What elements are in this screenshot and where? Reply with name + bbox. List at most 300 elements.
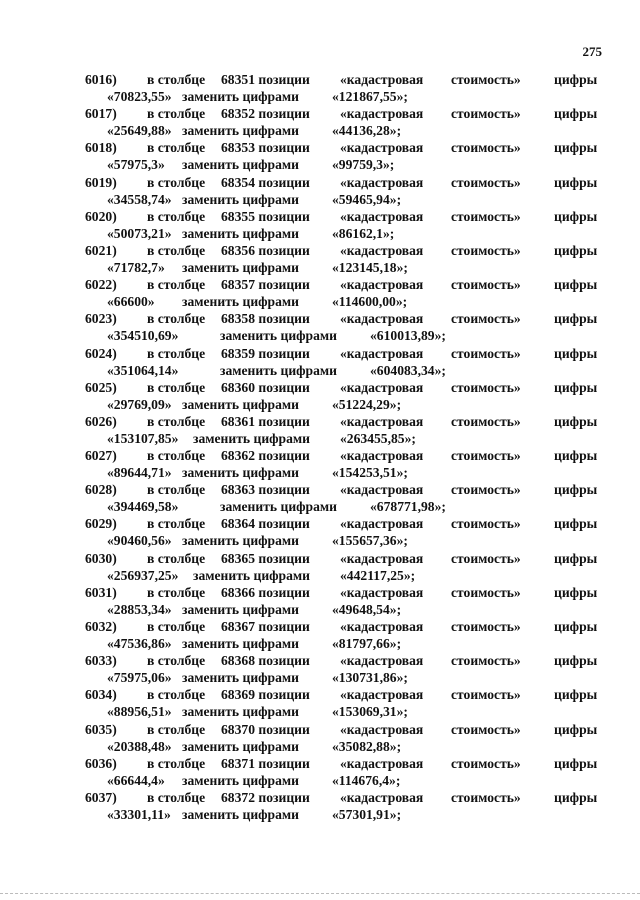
cadastral-word: «кадастровая [340,789,424,805]
new-value: «99759,3»; [332,157,395,173]
cadastral-word: «кадастровая [340,140,424,156]
replace-phrase: заменить цифрами [182,123,300,139]
digits-word: цифры [554,413,598,429]
value-word: стоимость» [451,482,521,498]
cadastral-word: «кадастровая [340,721,424,737]
amendment-item [0,756,640,790]
old-value: «33301,11» [107,806,171,822]
amendment-item [0,175,640,209]
position-code [221,687,310,703]
position-number: 68370 [221,721,255,737]
amendment-line-2 [0,739,640,756]
cadastral-word: «кадастровая [340,106,424,122]
amendment-line-1 [0,175,640,192]
position-word: позиции [258,755,310,771]
amendment-line-2 [0,431,640,448]
position-code [221,551,310,567]
old-value: «66600» [107,294,155,310]
digits-word: цифры [554,106,598,122]
position-code [221,277,310,293]
new-value: «604083,34»; [370,362,446,378]
amendment-item [0,414,640,448]
old-value: «28853,34» [107,601,172,617]
position-number: 68364 [221,516,255,532]
cadastral-word: «кадастровая [340,755,424,771]
replace-phrase: заменить цифрами [182,670,300,686]
position-number: 68369 [221,687,255,703]
replace-phrase: заменить цифрами [182,191,300,207]
position-word: позиции [258,584,310,600]
digits-word: цифры [554,379,598,395]
value-word: стоимость» [451,584,521,600]
amendment-item [0,140,640,174]
value-word: стоимость» [451,140,521,156]
column-word: в столбце [147,140,206,156]
value-word: стоимость» [451,72,521,87]
digits-word: цифры [554,345,598,361]
item-number: 6031) [85,584,117,600]
item-number: 6019) [85,174,117,190]
position-code [221,619,310,635]
amendment-line-2 [0,294,640,311]
digits-word: цифры [554,721,598,737]
item-number: 6032) [85,619,117,634]
amendment-line-1 [0,756,640,773]
cadastral-word: «кадастровая [340,448,424,464]
cadastral-word: «кадастровая [340,72,424,87]
cadastral-word: «кадастровая [340,687,424,703]
column-word: в столбце [147,550,206,566]
position-word: позиции [258,687,310,703]
value-word: стоимость» [451,550,521,566]
new-value: «155657,36»; [332,533,408,549]
position-word: позиции [258,550,310,566]
old-value: «394469,58» [107,499,179,515]
amendment-line-1 [0,140,640,157]
amendment-item [0,790,640,824]
old-value: «70823,55» [107,89,172,104]
value-word: стоимость» [451,174,521,190]
footer-divider [0,893,640,894]
amendment-item [0,722,640,756]
column-word: в столбце [147,413,206,429]
old-value: «75975,06» [107,670,172,686]
position-number: 68355 [221,208,255,224]
replace-phrase: заменить цифрами [182,465,300,481]
replace-phrase: заменить цифрами [182,396,300,412]
amendment-line-2 [0,89,640,106]
cadastral-word: «кадастровая [340,653,424,669]
amendment-line-1 [0,414,640,431]
amendment-line-1 [0,585,640,602]
item-number: 6037) [85,789,117,805]
item-number: 6030) [85,550,117,566]
new-value: «59465,94»; [332,191,402,207]
position-number: 68368 [221,653,255,669]
position-word: позиции [258,174,310,190]
cadastral-word: «кадастровая [340,482,424,498]
value-word: стоимость» [451,448,521,464]
new-value: «263455,85»; [340,430,416,446]
cadastral-word: «кадастровая [340,379,424,395]
new-value: «154253,51»; [332,465,408,481]
value-word: стоимость» [451,789,521,805]
replace-phrase: заменить цифрами [182,738,300,754]
cadastral-word: «кадастровая [340,208,424,224]
replace-phrase: заменить цифрами [182,772,300,788]
item-number: 6035) [85,721,117,737]
digits-word: цифры [554,208,598,224]
old-value: «90460,56» [107,533,172,549]
amendment-item [0,346,640,380]
new-value: «51224,29»; [332,396,402,412]
replace-phrase: заменить цифрами [182,533,300,549]
amendment-line-2 [0,397,640,414]
position-code [221,140,310,156]
amendment-item [0,209,640,243]
position-word: позиции [258,345,310,361]
position-word: позиции [258,413,310,429]
amendment-item [0,551,640,585]
new-value: «442117,25»; [340,567,416,583]
position-word: позиции [258,516,310,532]
amendment-line-1 [0,551,640,568]
cadastral-word: «кадастровая [340,550,424,566]
old-value: «34558,74» [107,191,172,207]
cadastral-word: «кадастровая [340,413,424,429]
new-value: «114600,00»; [332,294,408,310]
replace-phrase: заменить цифрами [220,328,338,344]
value-word: стоимость» [451,413,521,429]
amendment-line-2 [0,192,640,209]
amendment-line-2 [0,533,640,550]
digits-word: цифры [554,311,598,327]
column-word: в столбце [147,174,206,190]
digits-word: цифры [554,687,598,703]
value-word: стоимость» [451,345,521,361]
digits-word: цифры [554,482,598,498]
column-word: в столбце [147,208,206,224]
column-word: в столбце [147,619,206,634]
value-word: стоимость» [451,687,521,703]
position-number: 68359 [221,345,255,361]
cadastral-word: «кадастровая [340,277,424,293]
position-code [221,311,310,327]
amendment-line-2 [0,704,640,721]
value-word: стоимость» [451,106,521,122]
position-number: 68356 [221,242,255,258]
column-word: в столбце [147,311,206,327]
column-word: в столбце [147,448,206,464]
position-word: позиции [258,789,310,805]
new-value: «86162,1»; [332,225,395,241]
position-code [221,72,310,88]
old-value: «256937,25» [107,567,179,583]
value-word: стоимость» [451,242,521,258]
value-word: стоимость» [451,379,521,395]
position-code [221,653,310,669]
amendment-line-1 [0,516,640,533]
cadastral-word: «кадастровая [340,242,424,258]
replace-phrase: заменить цифрами [193,430,311,446]
value-word: стоимость» [451,277,521,293]
position-number: 68351 [221,72,255,87]
new-value: «81797,66»; [332,636,402,651]
position-number: 68358 [221,311,255,327]
amendment-line-1 [0,311,640,328]
position-word: позиции [258,242,310,258]
amendment-line-2 [0,602,640,619]
amendment-item [0,311,640,345]
position-word: позиции [258,106,310,122]
cadastral-word: «кадастровая [340,345,424,361]
amendment-line-1 [0,482,640,499]
replace-phrase: заменить цифрами [220,362,338,378]
replace-phrase: заменить цифрами [182,259,300,275]
value-word: стоимость» [451,208,521,224]
replace-phrase: заменить цифрами [182,294,300,310]
digits-word: цифры [554,789,598,805]
amendment-line-2 [0,260,640,277]
position-word: позиции [258,140,310,156]
amendment-item [0,448,640,482]
replace-phrase: заменить цифрами [182,636,300,651]
item-number: 6020) [85,208,117,224]
position-number: 68363 [221,482,255,498]
position-word: позиции [258,72,310,87]
position-code [221,482,310,498]
amendment-line-2 [0,363,640,380]
position-number: 68353 [221,140,255,156]
replace-phrase: заменить цифрами [182,89,300,104]
amendment-line-1 [0,380,640,397]
position-word: позиции [258,721,310,737]
amendment-line-1 [0,346,640,363]
amendment-line-1 [0,722,640,739]
new-value: «49648,54»; [332,601,402,617]
new-value: «114676,4»; [332,772,401,788]
position-code [221,106,310,122]
amendment-line-2 [0,807,640,824]
position-word: позиции [258,448,310,464]
position-code [221,175,310,191]
amendment-line-1 [0,653,640,670]
digits-word: цифры [554,584,598,600]
old-value: «354510,69» [107,328,179,344]
cadastral-word: «кадастровая [340,584,424,600]
position-number: 68361 [221,413,255,429]
old-value: «50073,21» [107,225,172,241]
value-word: стоимость» [451,653,521,669]
position-code [221,516,310,532]
amendment-line-1 [0,243,640,260]
digits-word: цифры [554,72,598,87]
amendment-list [0,72,640,824]
position-number: 68366 [221,584,255,600]
item-number: 6017) [85,106,117,122]
column-word: в столбце [147,516,206,532]
item-number: 6026) [85,413,117,429]
position-code [221,414,310,430]
digits-word: цифры [554,653,598,669]
position-code [221,243,310,259]
value-word: стоимость» [451,755,521,771]
new-value: «35082,88»; [332,738,402,754]
item-number: 6023) [85,311,117,327]
position-number: 68354 [221,174,255,190]
column-word: в столбце [147,242,206,258]
old-value: «153107,85» [107,430,179,446]
value-word: стоимость» [451,311,521,327]
amendment-item [0,585,640,619]
item-number: 6018) [85,140,117,156]
item-number: 6036) [85,755,117,771]
amendment-line-1 [0,619,640,636]
item-number: 6021) [85,242,117,258]
old-value: «351064,14» [107,362,179,378]
amendment-line-2 [0,568,640,585]
position-number: 68357 [221,277,255,293]
new-value: «123145,18»; [332,259,408,275]
position-word: позиции [258,208,310,224]
amendment-item [0,380,640,414]
new-value: «130731,86»; [332,670,408,686]
position-number: 68365 [221,550,255,566]
amendment-line-1 [0,209,640,226]
digits-word: цифры [554,550,598,566]
cadastral-word: «кадастровая [340,174,424,190]
amendment-line-2 [0,670,640,687]
item-number: 6016) [85,72,117,87]
column-word: в столбце [147,755,206,771]
position-code [221,585,310,601]
amendment-line-1 [0,277,640,294]
digits-word: цифры [554,174,598,190]
amendment-line-2 [0,328,640,345]
amendment-item [0,72,640,106]
replace-phrase: заменить цифрами [182,601,300,617]
amendment-line-1 [0,72,640,89]
amendment-item [0,277,640,311]
amendment-item [0,106,640,140]
old-value: «71782,7» [107,259,165,275]
cadastral-word: «кадастровая [340,516,424,532]
amendment-line-2 [0,465,640,482]
item-number: 6024) [85,345,117,361]
old-value: «66644,4» [107,772,165,788]
new-value: «57301,91»; [332,806,402,822]
cadastral-word: «кадастровая [340,619,424,634]
position-code [221,722,310,738]
amendment-line-2 [0,636,640,653]
position-number: 68367 [221,619,255,634]
old-value: «88956,51» [107,704,172,720]
replace-phrase: заменить цифрами [193,567,311,583]
digits-word: цифры [554,277,598,293]
column-word: в столбце [147,687,206,703]
value-word: стоимость» [451,516,521,532]
position-number: 68372 [221,789,255,805]
new-value: «610013,89»; [370,328,446,344]
amendment-item [0,516,640,550]
item-number: 6022) [85,277,117,293]
position-code [221,209,310,225]
column-word: в столбце [147,345,206,361]
position-number: 68362 [221,448,255,464]
item-number: 6027) [85,448,117,464]
digits-word: цифры [554,516,598,532]
amendment-line-1 [0,790,640,807]
amendment-line-1 [0,687,640,704]
amendment-line-2 [0,157,640,174]
position-code [221,346,310,362]
column-word: в столбце [147,789,206,805]
old-value: «20388,48» [107,738,172,754]
column-word: в столбце [147,653,206,669]
column-word: в столбце [147,721,206,737]
new-value: «153069,31»; [332,704,408,720]
cadastral-word: «кадастровая [340,311,424,327]
new-value: «44136,28»; [332,123,402,139]
page-number: 275 [582,44,602,59]
position-word: позиции [258,653,310,669]
position-code [221,448,310,464]
position-code [221,790,310,806]
replace-phrase: заменить цифрами [182,806,300,822]
amendment-line-1 [0,106,640,123]
amendment-item [0,619,640,653]
position-number: 68360 [221,379,255,395]
item-number: 6028) [85,482,117,498]
value-word: стоимость» [451,619,521,634]
old-value: «47536,86» [107,636,172,651]
item-number: 6025) [85,379,117,395]
amendment-line-1 [0,448,640,465]
replace-phrase: заменить цифрами [182,157,300,173]
amendment-item [0,653,640,687]
position-word: позиции [258,277,310,293]
position-word: позиции [258,311,310,327]
old-value: «29769,09» [107,396,172,412]
position-code [221,756,310,772]
amendment-line-2 [0,499,640,516]
column-word: в столбце [147,72,206,87]
item-number: 6034) [85,687,117,703]
replace-phrase: заменить цифрами [182,704,300,720]
position-number: 68371 [221,755,255,771]
item-number: 6029) [85,516,117,532]
new-value: «121867,55»; [332,89,408,104]
amendment-item [0,482,640,516]
position-code [221,380,310,396]
digits-word: цифры [554,242,598,258]
position-word: позиции [258,482,310,498]
amendment-item [0,687,640,721]
position-number: 68352 [221,106,255,122]
amendment-line-2 [0,773,640,790]
item-number: 6033) [85,653,117,669]
old-value: «25649,88» [107,123,172,139]
column-word: в столбце [147,584,206,600]
amendment-item [0,243,640,277]
old-value: «89644,71» [107,465,172,481]
value-word: стоимость» [451,721,521,737]
replace-phrase: заменить цифрами [220,499,338,515]
column-word: в столбце [147,277,206,293]
new-value: «678771,98»; [370,499,446,515]
position-word: позиции [258,379,310,395]
digits-word: цифры [554,755,598,771]
